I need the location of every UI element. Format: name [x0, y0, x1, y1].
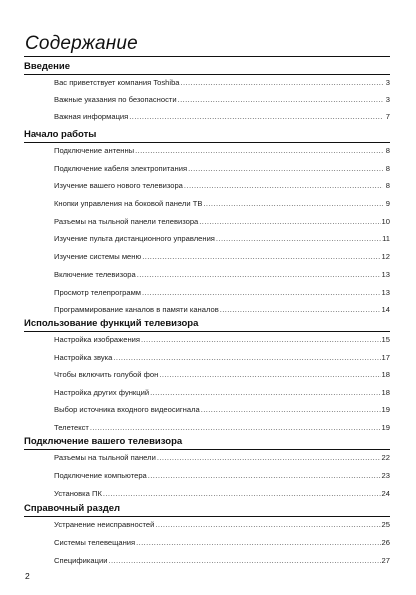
- toc-entry[interactable]: [54, 78, 390, 88]
- entry-label: Включение телевизора: [54, 269, 136, 279]
- entry-page: 7: [385, 112, 390, 121]
- entry-page: 26: [381, 538, 390, 547]
- entry-label: Подключение антенны: [54, 146, 135, 155]
- leader-dots: [155, 520, 380, 530]
- entry-label: Изучение системы меню: [54, 252, 142, 262]
- section-rule: [24, 516, 390, 517]
- toc-entry[interactable]: [54, 335, 390, 345]
- toc-entry[interactable]: [54, 353, 390, 363]
- leader-dots: [103, 489, 381, 499]
- entry-label: Чтобы включить голубой фон: [54, 370, 159, 379]
- leader-dots: [181, 78, 383, 88]
- section-heading: Использование функций телевизора: [24, 318, 199, 329]
- title-rule: [24, 56, 390, 57]
- leader-dots: [220, 305, 381, 315]
- entry-page: 3: [385, 95, 390, 104]
- toc-entry[interactable]: [54, 405, 390, 415]
- toc-entry[interactable]: [54, 538, 390, 548]
- toc-entry[interactable]: [54, 95, 390, 105]
- entry-label: Программирование каналов в памяти каналов: [54, 305, 219, 315]
- page-title: Содержание: [25, 33, 138, 54]
- section-rule: [24, 74, 390, 75]
- leader-dots: [113, 353, 380, 363]
- entry-label: Системы телевещания: [54, 538, 136, 547]
- entry-label: Важная информация: [54, 112, 129, 121]
- entry-page: 8: [385, 146, 390, 155]
- section-tv-functions: [24, 318, 390, 433]
- leader-dots: [203, 199, 383, 209]
- leader-dots: [108, 556, 380, 566]
- toc-entry[interactable]: [54, 305, 390, 315]
- toc-entry[interactable]: [54, 217, 390, 227]
- toc-entry[interactable]: [54, 146, 390, 156]
- entry-label: Устранение неисправностей: [54, 520, 155, 529]
- toc-entry[interactable]: [54, 471, 390, 481]
- entry-page: 23: [381, 471, 390, 480]
- entry-page: 17: [381, 352, 390, 362]
- entry-label: Важные указания по безопасности: [54, 95, 177, 104]
- entry-page: 18: [381, 387, 390, 397]
- entry-page: 8: [385, 163, 390, 173]
- entry-label: Кнопки управления на боковой панели ТВ: [54, 199, 203, 209]
- section-rule: [24, 449, 390, 450]
- page-number: 2: [25, 571, 30, 581]
- leader-dots: [142, 288, 381, 298]
- toc-entry[interactable]: [54, 270, 390, 280]
- leader-dots: [142, 252, 380, 262]
- toc-entry[interactable]: [54, 181, 390, 191]
- leader-dots: [199, 217, 380, 227]
- leader-dots: [157, 453, 381, 463]
- section-heading: Справочный раздел: [24, 503, 121, 514]
- entry-label: Настройка других функций: [54, 387, 150, 397]
- toc-entry[interactable]: [54, 288, 390, 298]
- entry-label: Спецификации: [54, 556, 108, 565]
- entry-label: Установка ПК: [54, 489, 102, 498]
- toc-entry[interactable]: [54, 388, 390, 398]
- leader-dots: [137, 270, 381, 280]
- toc-entry[interactable]: [54, 370, 390, 380]
- entry-page: 8: [385, 181, 390, 191]
- entry-page: 22: [381, 453, 390, 462]
- entry-page: 10: [381, 216, 390, 226]
- leader-dots: [135, 146, 383, 156]
- entry-label: Разъемы на тыльной панели: [54, 453, 156, 462]
- toc-entry[interactable]: [54, 199, 390, 209]
- entry-label: Настройка звука: [54, 352, 113, 362]
- toc-entry[interactable]: [54, 520, 390, 530]
- section-rule: [24, 331, 390, 332]
- leader-dots: [129, 112, 383, 122]
- section-getting-started: [24, 129, 390, 315]
- leader-dots: [150, 388, 380, 398]
- leader-dots: [178, 95, 383, 105]
- entry-label: Подключение компьютера: [54, 471, 147, 480]
- entry-page: 13: [381, 269, 390, 279]
- section-heading: Начало работы: [24, 129, 97, 140]
- toc-entry[interactable]: [54, 556, 390, 566]
- section-connecting-tv: [24, 436, 390, 499]
- entry-label: Изучение вашего нового телевизора: [54, 181, 183, 191]
- entry-label: Вас приветствует компания Toshiba: [54, 78, 180, 87]
- entry-label: Телетекст: [54, 422, 89, 432]
- leader-dots: [136, 538, 380, 548]
- entry-page: 27: [381, 556, 390, 565]
- section-rule: [24, 142, 390, 143]
- leader-dots: [201, 405, 381, 415]
- entry-label: Просмотр телепрограмм: [54, 287, 142, 297]
- leader-dots: [188, 164, 383, 174]
- entry-page: 24: [381, 489, 390, 498]
- leader-dots: [216, 234, 381, 244]
- entry-page: 19: [381, 422, 390, 432]
- toc-entry[interactable]: [54, 489, 390, 499]
- entry-page: 3: [385, 78, 390, 87]
- entry-label: Настройка изображения: [54, 335, 141, 344]
- entry-label: Разъемы на тыльной панели телевизора: [54, 216, 199, 226]
- toc-entry[interactable]: [54, 252, 390, 262]
- entry-page: 25: [381, 520, 390, 529]
- leader-dots: [159, 370, 380, 380]
- section-reference: [24, 503, 390, 566]
- entry-page: 15: [381, 335, 390, 344]
- entry-label: Выбор источника входного видеосигнала: [54, 405, 200, 414]
- section-heading: Введение: [24, 61, 71, 72]
- entry-page: 11: [382, 234, 390, 244]
- section-introduction: [24, 61, 390, 122]
- leader-dots: [90, 423, 381, 433]
- toc-entry[interactable]: [54, 453, 390, 463]
- leader-dots: [141, 335, 381, 345]
- leader-dots: [148, 471, 381, 481]
- leader-dots: [184, 181, 383, 191]
- toc-entry[interactable]: [54, 234, 390, 244]
- entry-label: Подключение кабеля электропитания: [54, 163, 188, 173]
- entry-label: Изучение пульта дистанционного управления: [54, 234, 215, 244]
- entry-page: 14: [381, 305, 390, 315]
- entry-page: 9: [385, 199, 390, 209]
- toc-entry[interactable]: [54, 164, 390, 174]
- entry-page: 13: [381, 287, 390, 297]
- section-heading: Подключение вашего телевизора: [24, 436, 183, 447]
- toc-entry[interactable]: [54, 112, 390, 122]
- toc-entry[interactable]: [54, 423, 390, 433]
- entry-page: 19: [381, 405, 390, 414]
- entry-page: 18: [381, 370, 390, 379]
- entry-page: 12: [381, 252, 390, 262]
